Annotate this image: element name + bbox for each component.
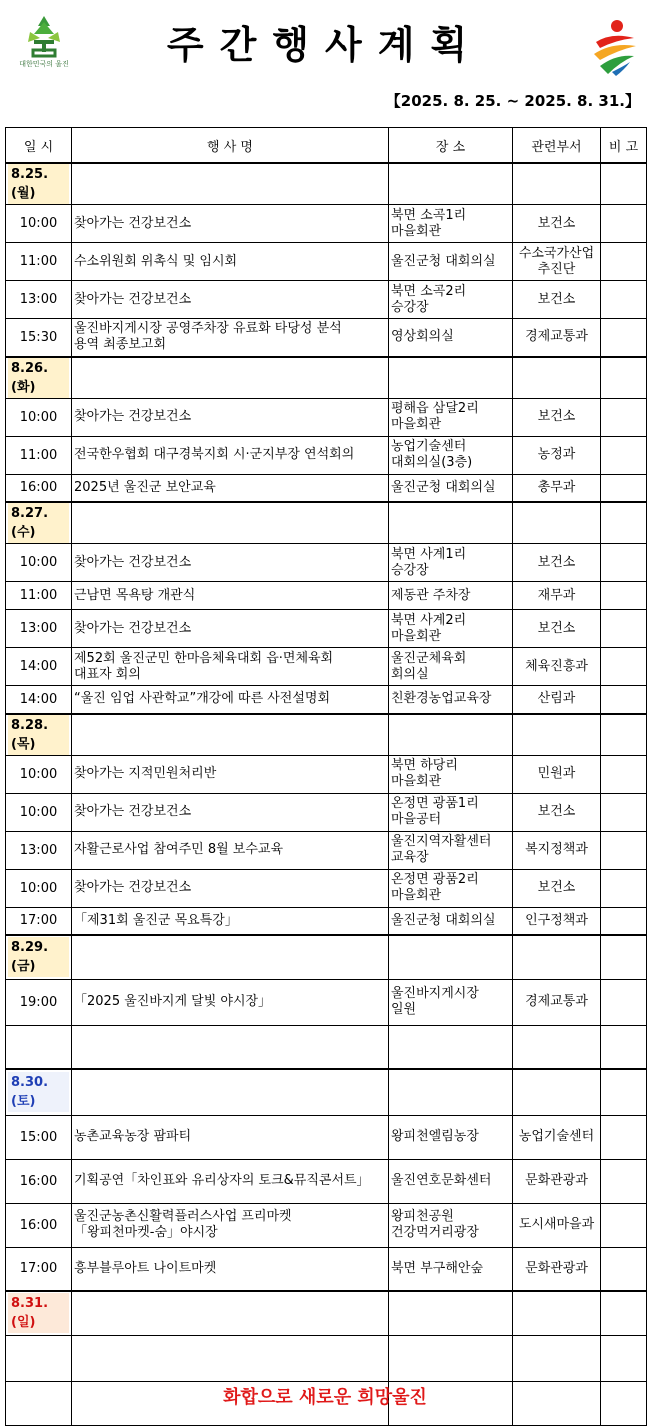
- county-symbol-icon: [590, 16, 640, 78]
- event-row: [6, 979, 647, 1025]
- event-place: 북면 부구해안숲: [389, 1247, 513, 1291]
- event-time: 15:30: [6, 319, 72, 357]
- event-place: 영상회의실: [389, 319, 513, 357]
- event-department: 보건소: [513, 544, 601, 582]
- empty-cell: [513, 1025, 601, 1069]
- event-row: [6, 1203, 647, 1247]
- empty-cell: [389, 714, 513, 756]
- event-department: 경제교통과: [513, 979, 601, 1025]
- date-row: [6, 714, 647, 756]
- date-row: [6, 163, 647, 205]
- empty-cell: [513, 357, 601, 399]
- event-department: 문화관광과: [513, 1159, 601, 1203]
- column-header-datetime: 일 시: [6, 128, 72, 164]
- document-header: [0, 0, 650, 125]
- event-department: 보건소: [513, 793, 601, 831]
- event-place: 왕피천엘림농장: [389, 1115, 513, 1159]
- event-name: 찾아가는 건강보건소: [72, 205, 389, 243]
- event-row: [6, 831, 647, 869]
- event-row: [6, 205, 647, 243]
- date-row: [6, 1069, 647, 1115]
- event-name: 찾아가는 건강보건소: [72, 398, 389, 436]
- event-department: 보건소: [513, 205, 601, 243]
- date-label: 8.29.(금): [8, 937, 69, 977]
- event-remarks: [601, 398, 647, 436]
- event-time: 17:00: [6, 907, 72, 935]
- event-remarks: [601, 686, 647, 714]
- event-remarks: [601, 610, 647, 648]
- event-place: 온정면 광품2리 마을회관: [389, 869, 513, 907]
- event-name: 농촌교육농장 팜파티: [72, 1115, 389, 1159]
- empty-cell: [601, 1069, 647, 1115]
- event-name: 찾아가는 건강보건소: [72, 610, 389, 648]
- event-row: [6, 281, 647, 319]
- event-place: 북면 사계1리 승강장: [389, 544, 513, 582]
- event-name: 자활근로사업 참여주민 8월 보수교육: [72, 831, 389, 869]
- event-time: 17:00: [6, 1247, 72, 1291]
- event-place: 농업기술센터 대회의실(3층): [389, 436, 513, 474]
- event-place: 울진지역자활센터 교육장: [389, 831, 513, 869]
- event-remarks: [601, 1115, 647, 1159]
- event-name: 흥부블루아트 나이트마켓: [72, 1247, 389, 1291]
- date-label: 8.28.(목): [8, 715, 69, 755]
- event-time: 13:00: [6, 281, 72, 319]
- event-time: 13:00: [6, 831, 72, 869]
- event-row: [6, 610, 647, 648]
- empty-cell: [513, 502, 601, 544]
- event-row: [6, 582, 647, 610]
- event-remarks: [601, 793, 647, 831]
- event-row: [6, 319, 647, 357]
- empty-cell: [601, 1335, 647, 1381]
- event-name: 수소위원회 위촉식 및 임시회: [72, 243, 389, 281]
- event-time: 10:00: [6, 398, 72, 436]
- event-remarks: [601, 281, 647, 319]
- event-department: 민원과: [513, 755, 601, 793]
- event-department: 재무과: [513, 582, 601, 610]
- page-title: 주간행사계획: [166, 23, 484, 67]
- event-time: 10:00: [6, 793, 72, 831]
- empty-cell: [389, 1291, 513, 1335]
- event-row: [6, 755, 647, 793]
- empty-cell: [513, 1069, 601, 1115]
- date-label: 8.25.(월): [8, 164, 69, 204]
- event-place: 친환경농업교육장: [389, 686, 513, 714]
- event-time: 16:00: [6, 1203, 72, 1247]
- event-place: 울진바지게시장 일원: [389, 979, 513, 1025]
- event-department: 농정과: [513, 436, 601, 474]
- event-time: 10:00: [6, 869, 72, 907]
- empty-cell: [6, 1335, 72, 1381]
- empty-cell: [389, 1335, 513, 1381]
- empty-cell: [72, 1291, 389, 1335]
- schedule-body: [6, 163, 647, 1425]
- event-place: 온정면 광품1리 마을공터: [389, 793, 513, 831]
- event-name: 찾아가는 지적민원처리반: [72, 755, 389, 793]
- date-row: [6, 935, 647, 979]
- event-row: [6, 1247, 647, 1291]
- empty-cell: [513, 163, 601, 205]
- event-place: 평해읍 삼달2리 마을회관: [389, 398, 513, 436]
- event-time: 14:00: [6, 648, 72, 686]
- empty-cell: [601, 1025, 647, 1069]
- event-remarks: [601, 243, 647, 281]
- event-name: “울진 임업 사관학교”개강에 따른 사전설명회: [72, 686, 389, 714]
- empty-cell: [601, 714, 647, 756]
- event-name: 제52회 울진군민 한마음체육대회 읍·면체육회 대표자 회의: [72, 648, 389, 686]
- empty-cell: [6, 1025, 72, 1069]
- table-header-row: [6, 128, 647, 164]
- empty-cell: [389, 357, 513, 399]
- uljin-county-logo: [14, 14, 74, 76]
- event-remarks: [601, 869, 647, 907]
- event-time: 11:00: [6, 436, 72, 474]
- event-time: 11:00: [6, 243, 72, 281]
- event-time: 10:00: [6, 544, 72, 582]
- empty-cell: [72, 935, 389, 979]
- event-remarks: [601, 1247, 647, 1291]
- event-remarks: [601, 582, 647, 610]
- event-department: 문화관광과: [513, 1247, 601, 1291]
- event-name: 찾아가는 건강보건소: [72, 869, 389, 907]
- event-place: 북면 소곡2리 승강장: [389, 281, 513, 319]
- date-cell: [6, 1069, 72, 1115]
- event-row: [6, 436, 647, 474]
- event-place: 북면 사계2리 마을회관: [389, 610, 513, 648]
- schedule-period: 【2025. 8. 25. ~ 2025. 8. 31.】: [385, 92, 640, 110]
- date-cell: [6, 357, 72, 399]
- event-row: [6, 793, 647, 831]
- event-time: 10:00: [6, 205, 72, 243]
- date-cell: [6, 502, 72, 544]
- event-time: 11:00: [6, 582, 72, 610]
- event-name: 전국한우협회 대구경북지회 시·군지부장 연석회의: [72, 436, 389, 474]
- logo-caption: 대한민국의 울진: [19, 60, 69, 68]
- event-name: 찾아가는 건강보건소: [72, 281, 389, 319]
- event-place: 울진연호문화센터: [389, 1159, 513, 1203]
- leaf-tree-icon: [24, 14, 64, 58]
- empty-cell: [601, 163, 647, 205]
- empty-cell: [601, 357, 647, 399]
- event-row: [6, 907, 647, 935]
- event-name: 기획공연「차인표와 유리상자의 토크&뮤직콘서트」: [72, 1159, 389, 1203]
- event-name: 찾아가는 건강보건소: [72, 544, 389, 582]
- event-row: [6, 1115, 647, 1159]
- event-row: [6, 869, 647, 907]
- date-cell: [6, 1291, 72, 1335]
- event-remarks: [601, 979, 647, 1025]
- event-remarks: [601, 831, 647, 869]
- event-department: 도시새마을과: [513, 1203, 601, 1247]
- date-row: [6, 502, 647, 544]
- event-department: 보건소: [513, 610, 601, 648]
- column-header-event-name: 행 사 명: [72, 128, 389, 164]
- empty-cell: [389, 935, 513, 979]
- event-department: 보건소: [513, 281, 601, 319]
- empty-cell: [601, 502, 647, 544]
- event-row: [6, 544, 647, 582]
- event-row: [6, 1159, 647, 1203]
- event-time: 15:00: [6, 1115, 72, 1159]
- blank-row: [6, 1025, 647, 1069]
- event-remarks: [601, 436, 647, 474]
- event-department: 체육진흥과: [513, 648, 601, 686]
- event-place: 울진군청 대회의실: [389, 243, 513, 281]
- column-header-place: 장 소: [389, 128, 513, 164]
- event-time: 14:00: [6, 686, 72, 714]
- event-row: [6, 243, 647, 281]
- date-cell: [6, 935, 72, 979]
- event-name: 울진군농촌신활력플러스사업 프리마켓 「왕피천마켓-숨」야시장: [72, 1203, 389, 1247]
- event-name: 「제31회 울진군 목요특강」: [72, 907, 389, 935]
- date-row: [6, 1291, 647, 1335]
- empty-cell: [513, 1291, 601, 1335]
- date-label: 8.31.(일): [8, 1293, 69, 1333]
- empty-cell: [72, 163, 389, 205]
- event-department: 농업기술센터: [513, 1115, 601, 1159]
- event-name: 근남면 목욕탕 개관식: [72, 582, 389, 610]
- empty-cell: [601, 935, 647, 979]
- date-label: 8.26.(화): [8, 358, 69, 398]
- empty-cell: [72, 502, 389, 544]
- empty-cell: [513, 714, 601, 756]
- date-cell: [6, 163, 72, 205]
- event-row: [6, 398, 647, 436]
- date-label: 8.27.(수): [8, 503, 69, 543]
- empty-cell: [601, 1291, 647, 1335]
- empty-cell: [72, 1069, 389, 1115]
- event-time: 16:00: [6, 474, 72, 502]
- event-time: 16:00: [6, 1159, 72, 1203]
- event-remarks: [601, 648, 647, 686]
- weekly-schedule-table: [5, 127, 647, 1426]
- event-row: [6, 686, 647, 714]
- event-remarks: [601, 1159, 647, 1203]
- event-department: 보건소: [513, 869, 601, 907]
- event-time: 13:00: [6, 610, 72, 648]
- event-name: 울진바지게시장 공영주차장 유료화 타당성 분석 용역 최종보고회: [72, 319, 389, 357]
- event-department: 복지정책과: [513, 831, 601, 869]
- date-row: [6, 357, 647, 399]
- event-time: 19:00: [6, 979, 72, 1025]
- event-row: [6, 648, 647, 686]
- event-remarks: [601, 205, 647, 243]
- event-place: 울진군청 대회의실: [389, 474, 513, 502]
- event-remarks: [601, 907, 647, 935]
- event-name: 2025년 울진군 보안교육: [72, 474, 389, 502]
- empty-cell: [389, 1025, 513, 1069]
- event-place: 울진군청 대회의실: [389, 907, 513, 935]
- date-label: 8.30.(토): [8, 1072, 69, 1112]
- event-remarks: [601, 319, 647, 357]
- event-place: 왕피천공원 건강먹거리광장: [389, 1203, 513, 1247]
- event-name: 「2025 울진바지게 달빛 야시장」: [72, 979, 389, 1025]
- empty-cell: [389, 163, 513, 205]
- empty-cell: [72, 1025, 389, 1069]
- event-time: 10:00: [6, 755, 72, 793]
- event-remarks: [601, 755, 647, 793]
- empty-cell: [513, 1335, 601, 1381]
- event-name: 찾아가는 건강보건소: [72, 793, 389, 831]
- empty-cell: [72, 357, 389, 399]
- event-place: 울진군체육회 회의실: [389, 648, 513, 686]
- empty-cell: [389, 502, 513, 544]
- date-cell: [6, 714, 72, 756]
- column-header-remarks: 비 고: [601, 128, 647, 164]
- blank-row: [6, 1335, 647, 1381]
- footer-slogan: 화합으로 새로운 희망울진: [223, 1387, 427, 1408]
- event-remarks: [601, 474, 647, 502]
- event-remarks: [601, 1203, 647, 1247]
- event-department: 산림과: [513, 686, 601, 714]
- event-department: 인구정책과: [513, 907, 601, 935]
- event-remarks: [601, 544, 647, 582]
- empty-cell: [513, 935, 601, 979]
- event-place: 북면 하당리 마을회관: [389, 755, 513, 793]
- event-department: 보건소: [513, 398, 601, 436]
- event-place: 북면 소곡1리 마을회관: [389, 205, 513, 243]
- column-header-department: 관련부서: [513, 128, 601, 164]
- event-row: [6, 474, 647, 502]
- event-department: 총무과: [513, 474, 601, 502]
- event-department: 수소국가산업 추진단: [513, 243, 601, 281]
- empty-cell: [389, 1069, 513, 1115]
- empty-cell: [72, 714, 389, 756]
- event-place: 제동관 주차장: [389, 582, 513, 610]
- county-symbol-logo: [590, 16, 640, 78]
- event-department: 경제교통과: [513, 319, 601, 357]
- empty-cell: [72, 1335, 389, 1381]
